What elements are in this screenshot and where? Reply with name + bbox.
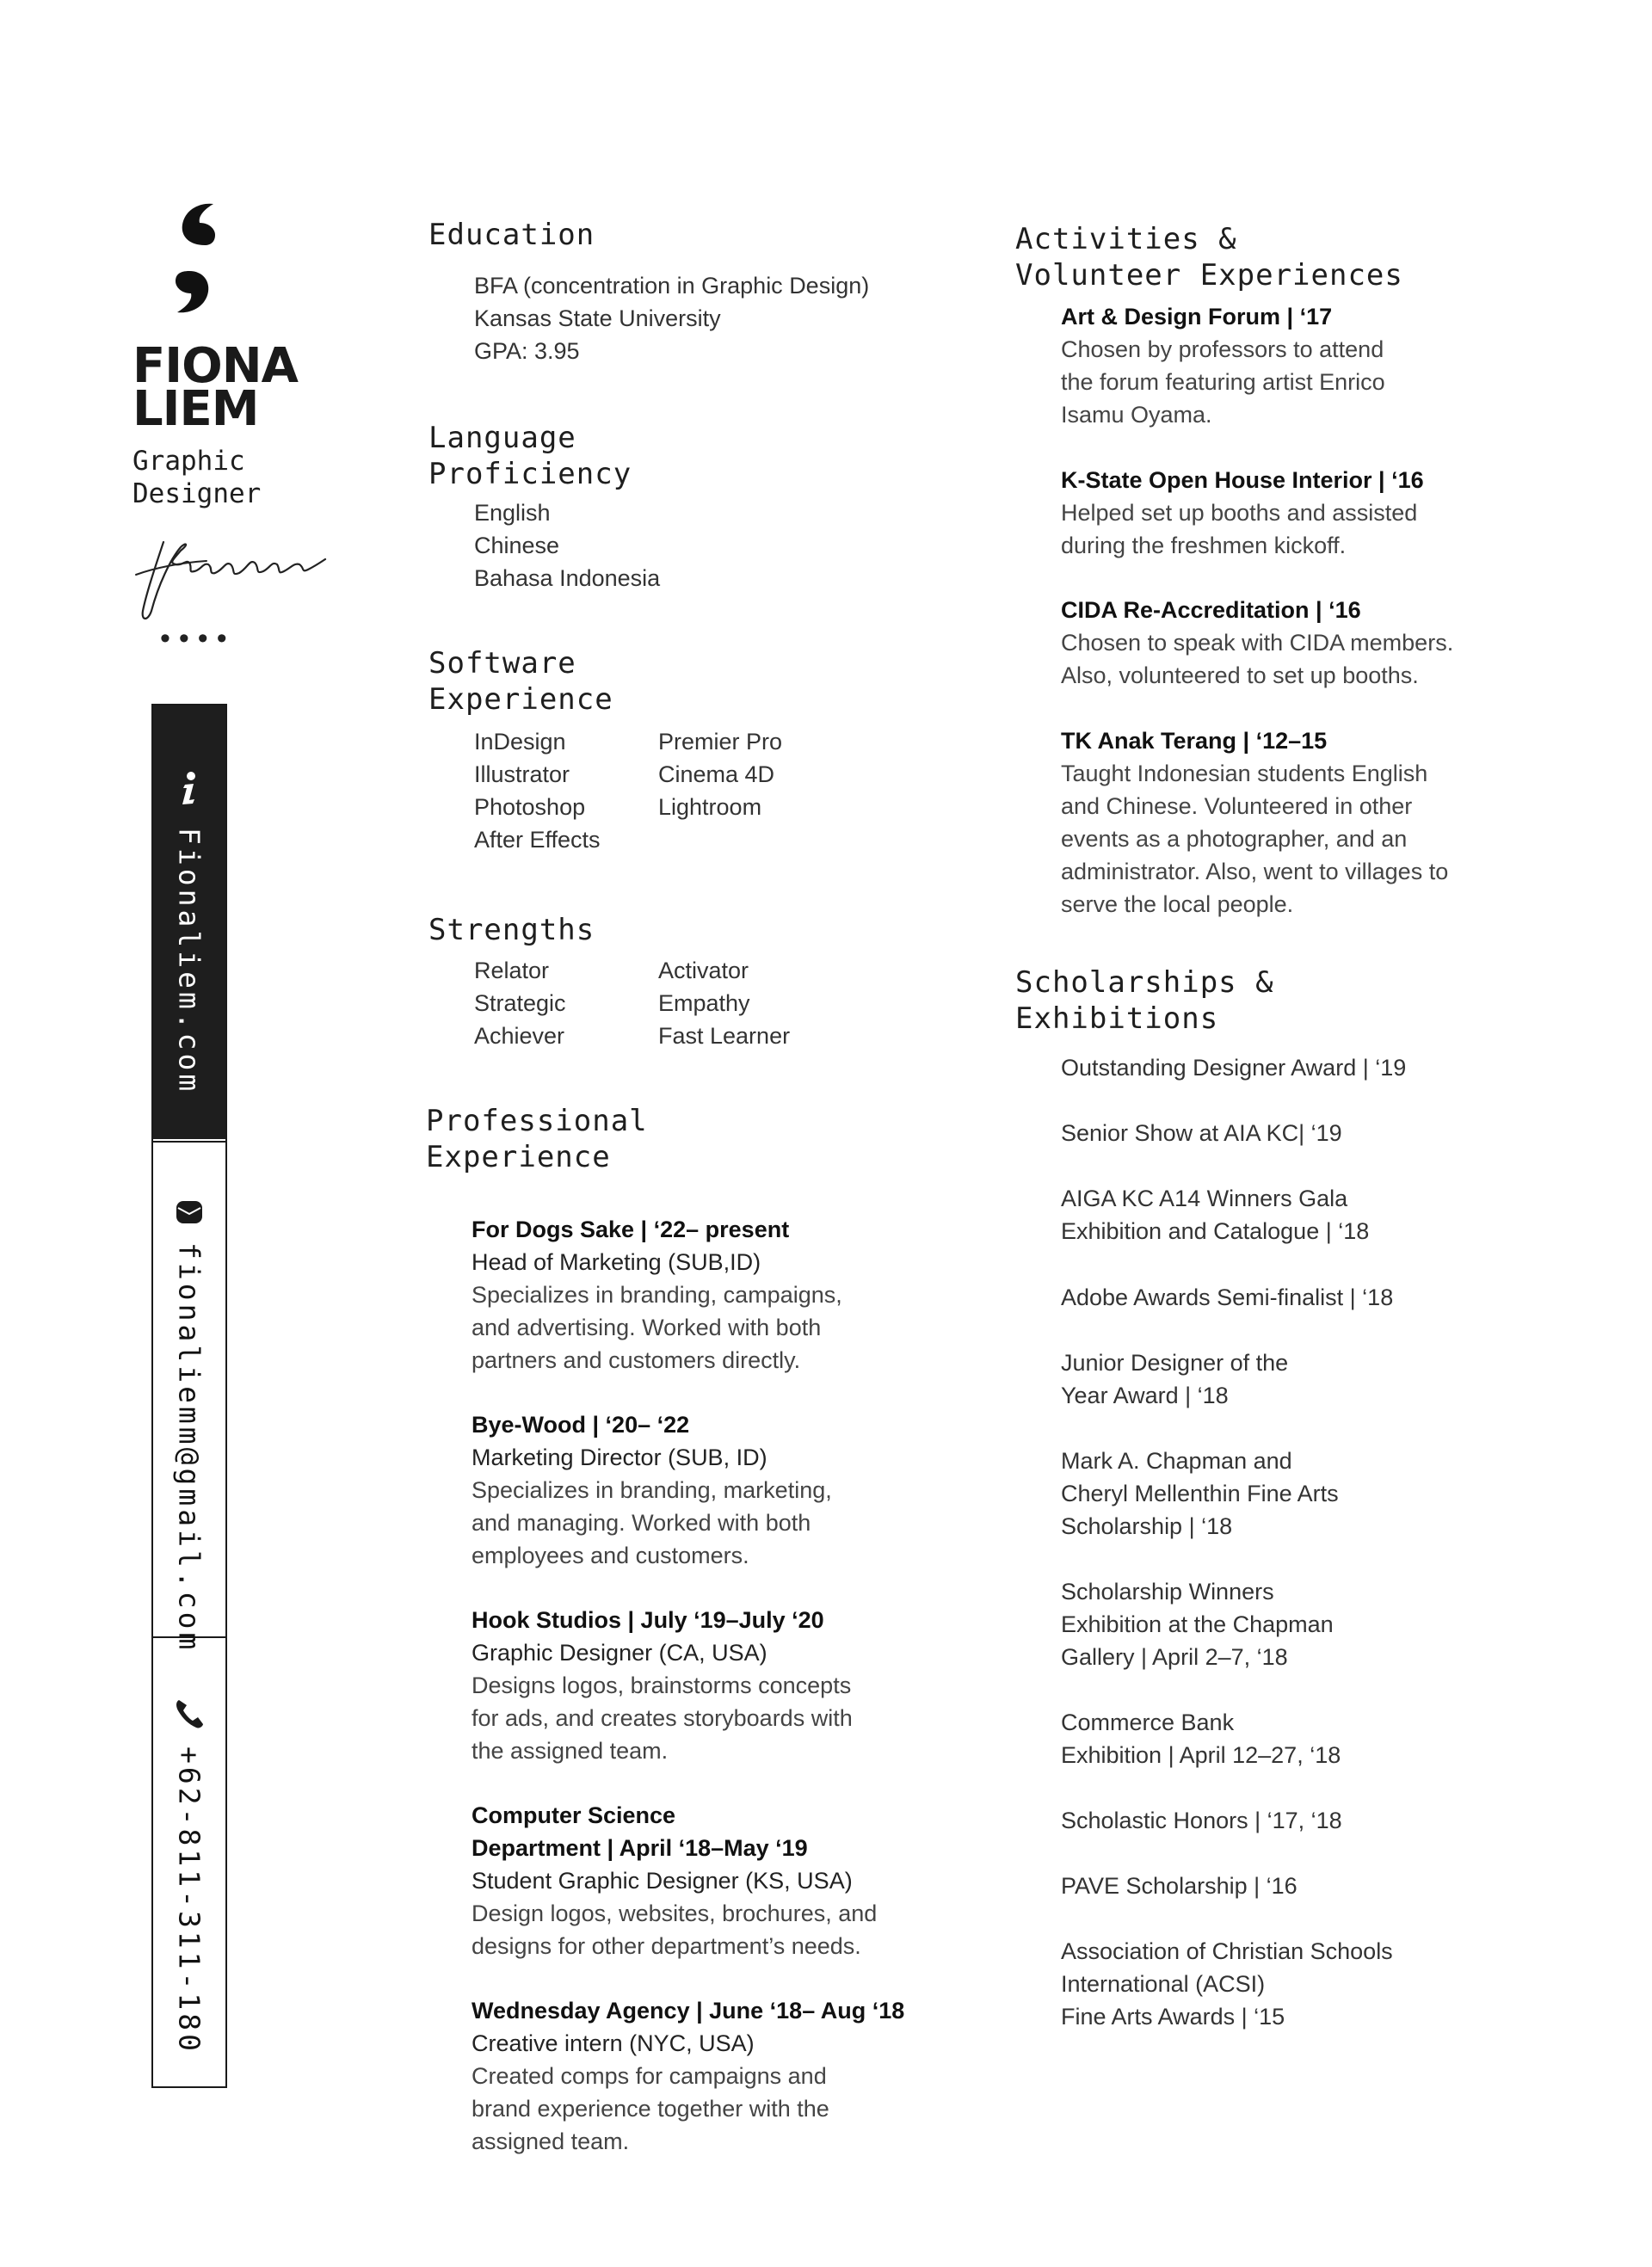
activity-desc: during the freshmen kickoff. — [1061, 533, 1347, 558]
software-list-col2 — [658, 725, 782, 823]
comma-logo-svg — [170, 202, 222, 323]
job-title: Bye-Wood | ‘20– ‘22 — [472, 1412, 690, 1438]
language-item: English — [474, 500, 551, 526]
software-item: Photoshop — [474, 794, 586, 820]
award-line: Scholarship Winners — [1061, 1579, 1274, 1605]
envelope-svg — [175, 1199, 204, 1225]
activity-desc: administrator. Also, went to villages to — [1061, 859, 1449, 884]
phone-block[interactable] — [153, 1638, 225, 2085]
award-entry — [1061, 1346, 1288, 1412]
job-role: Marketing Director (SUB, ID) — [472, 1445, 767, 1470]
activity-title: CIDA Re-Accreditation | ‘16 — [1061, 597, 1361, 623]
language-title-line1: Language — [428, 421, 576, 455]
award-entry — [1061, 1870, 1298, 1902]
sidebar — [129, 194, 327, 2086]
language-item: Chinese — [474, 533, 560, 558]
education-list — [474, 269, 869, 367]
activity-desc: events as a photographer, and an — [1061, 826, 1408, 852]
award-line: Association of Christian Schools — [1061, 1938, 1393, 1964]
website-link[interactable]: Fionaliem.com — [172, 828, 206, 1095]
education-school: Kansas State University — [474, 305, 721, 331]
award-line: Mark A. Chapman and — [1061, 1448, 1292, 1474]
activity-desc: serve the local people. — [1061, 891, 1294, 917]
software-item: InDesign — [474, 729, 566, 755]
award-line: Senior Show at AIA KC| ‘19 — [1061, 1120, 1342, 1146]
activities-title-line1: Activities & — [1015, 222, 1237, 256]
activities-title-line2: Volunteer Experiences — [1015, 258, 1403, 293]
education-gpa: GPA: 3.95 — [474, 338, 580, 364]
award-line: Junior Designer of the — [1061, 1350, 1289, 1376]
activity-title: K-State Open House Interior | ‘16 — [1061, 467, 1424, 493]
award-entry — [1061, 1706, 1341, 1771]
last-name: LIEM — [133, 381, 259, 437]
job-title-line1: Graphic — [133, 446, 245, 477]
award-line: Fine Arts Awards | ‘15 — [1061, 2004, 1285, 2030]
activity-desc: Also, volunteered to set up booths. — [1061, 662, 1419, 688]
award-line: Commerce Bank — [1061, 1709, 1235, 1735]
job-entry — [472, 1604, 853, 1767]
activity-entry — [1061, 464, 1424, 562]
software-item: Cinema 4D — [658, 761, 775, 787]
signature-svg — [129, 525, 336, 628]
award-entry — [1061, 1575, 1334, 1673]
activity-desc: Chosen by professors to attend — [1061, 336, 1384, 362]
job-desc: Designs logos, brainstorms concepts — [472, 1673, 852, 1698]
job-desc: Created comps for campaigns and — [472, 2063, 827, 2089]
activity-entry — [1061, 594, 1453, 692]
job-desc: Specializes in branding, marketing, — [472, 1477, 832, 1503]
comma-logo-icon — [170, 202, 239, 323]
software-item: Lightroom — [658, 794, 762, 820]
activity-desc: the forum featuring artist Enrico — [1061, 369, 1385, 395]
award-entry — [1061, 1051, 1406, 1084]
envelope-icon — [175, 1199, 204, 1229]
email-link[interactable]: fionaliemm@gmail.com — [172, 1242, 206, 1654]
dots-divider: •••• — [160, 622, 236, 655]
scholarships-title-line2: Exhibitions — [1015, 1001, 1219, 1036]
job-desc: the assigned team. — [472, 1738, 669, 1764]
language-list — [474, 496, 660, 594]
software-title — [428, 645, 613, 718]
education-degree: BFA (concentration in Graphic Design) — [474, 273, 870, 299]
award-line: Exhibition | April 12–27, ‘18 — [1061, 1742, 1341, 1768]
contact-box — [151, 704, 227, 2088]
job-desc: and advertising. Worked with both — [472, 1315, 822, 1340]
strength-item: Strategic — [474, 990, 566, 1016]
strength-item: Activator — [658, 958, 749, 983]
info-svg — [180, 771, 199, 805]
award-entry — [1061, 1182, 1369, 1247]
award-entry — [1061, 1281, 1393, 1314]
language-title — [428, 420, 632, 492]
job-desc: employees and customers. — [472, 1543, 749, 1568]
award-line: AIGA KC A14 Winners Gala — [1061, 1186, 1348, 1211]
website-block[interactable] — [153, 705, 225, 1139]
phone-svg — [174, 1698, 205, 1729]
first-name: FIONA — [133, 338, 298, 394]
activity-title: TK Anak Terang | ‘12–15 — [1061, 728, 1328, 754]
strength-item: Fast Learner — [658, 1023, 791, 1049]
activity-entry — [1061, 300, 1385, 431]
job-title: For Dogs Sake | ‘22– present — [472, 1217, 790, 1242]
award-line: Exhibition and Catalogue | ‘18 — [1061, 1218, 1370, 1244]
email-block[interactable] — [153, 1141, 225, 1654]
job-desc: brand experience together with the — [472, 2096, 829, 2122]
job-desc: designs for other department’s needs. — [472, 1933, 861, 1959]
award-line: Adobe Awards Semi-finalist | ‘18 — [1061, 1284, 1394, 1310]
activity-title: Art & Design Forum | ‘17 — [1061, 304, 1333, 330]
strength-item: Achiever — [474, 1023, 565, 1049]
language-item: Bahasa Indonesia — [474, 565, 661, 591]
award-line: International (ACSI) — [1061, 1971, 1266, 1997]
software-item: Illustrator — [474, 761, 570, 787]
language-title-line2: Proficiency — [428, 457, 632, 491]
activity-desc: Taught Indonesian students English — [1061, 761, 1428, 786]
activity-desc: Helped set up booths and assisted — [1061, 500, 1418, 526]
award-entry — [1061, 1445, 1339, 1543]
software-title-line2: Experience — [428, 682, 613, 717]
professional-title — [426, 1103, 648, 1175]
job-title-line2: Designer — [133, 478, 262, 509]
job-desc: for ads, and creates storyboards with — [472, 1705, 853, 1731]
award-line: Scholarship | ‘18 — [1061, 1513, 1233, 1539]
job-entry — [472, 1213, 842, 1377]
activity-desc: Isamu Oyama. — [1061, 402, 1212, 428]
scholarships-title — [1015, 964, 1274, 1037]
professional-title-line2: Experience — [426, 1140, 611, 1174]
phone-icon — [174, 1698, 205, 1734]
job-role: Head of Marketing (SUB,ID) — [472, 1249, 761, 1275]
award-entry — [1061, 1117, 1342, 1149]
job-title: Computer Science — [472, 1802, 676, 1828]
job-desc: Design logos, websites, brochures, and — [472, 1900, 878, 1926]
scholarships-title-line1: Scholarships & — [1015, 965, 1274, 1000]
activities-title — [1015, 221, 1403, 293]
job-desc: assigned team. — [472, 2128, 630, 2154]
job-title: Department | April ‘18–May ‘19 — [472, 1835, 808, 1861]
award-line: Outstanding Designer Award | ‘19 — [1061, 1055, 1407, 1081]
award-entry — [1061, 1935, 1393, 2033]
activity-desc: Chosen to speak with CIDA members. — [1061, 630, 1454, 656]
job-entry — [472, 1408, 832, 1572]
job-entry — [472, 1799, 877, 1962]
award-line: Exhibition at the Chapman — [1061, 1611, 1334, 1637]
signature-icon — [129, 525, 336, 632]
strengths-list-col1 — [474, 954, 566, 1052]
award-line: PAVE Scholarship | ‘16 — [1061, 1873, 1298, 1899]
activity-desc: and Chinese. Volunteered in other — [1061, 793, 1413, 819]
software-item: After Effects — [474, 827, 601, 853]
job-title: Wednesday Agency | June ‘18– Aug ‘18 — [472, 1998, 905, 2024]
job-desc: and managing. Worked with both — [472, 1510, 811, 1536]
phone-link[interactable]: +62-811-311-180 — [172, 1746, 206, 2055]
software-title-line1: Software — [428, 646, 576, 681]
award-line: Gallery | April 2–7, ‘18 — [1061, 1644, 1288, 1670]
job-title: Hook Studios | July ‘19–July ‘20 — [472, 1607, 824, 1633]
strengths-title: Strengths — [428, 913, 595, 947]
strength-item: Empathy — [658, 990, 750, 1016]
strengths-list-col2 — [658, 954, 790, 1052]
software-list-col1 — [474, 725, 601, 856]
strength-item: Relator — [474, 958, 550, 983]
education-title: Education — [428, 218, 595, 252]
software-item: Premier Pro — [658, 729, 783, 755]
job-role: Student Graphic Designer (KS, USA) — [472, 1868, 853, 1894]
award-line: Year Award | ‘18 — [1061, 1383, 1229, 1408]
job-desc: Specializes in branding, campaigns, — [472, 1282, 842, 1308]
award-line: Scholastic Honors | ‘17, ‘18 — [1061, 1808, 1342, 1833]
award-line: Cheryl Mellenthin Fine Arts — [1061, 1481, 1339, 1506]
activity-entry — [1061, 724, 1448, 921]
job-role: Creative intern (NYC, USA) — [472, 2030, 755, 2056]
job-role: Graphic Designer (CA, USA) — [472, 1640, 767, 1666]
job-entry — [472, 1994, 904, 2158]
professional-title-line1: Professional — [426, 1104, 648, 1138]
award-entry — [1061, 1804, 1342, 1837]
job-desc: partners and customers directly. — [472, 1347, 801, 1373]
info-icon — [180, 771, 199, 810]
